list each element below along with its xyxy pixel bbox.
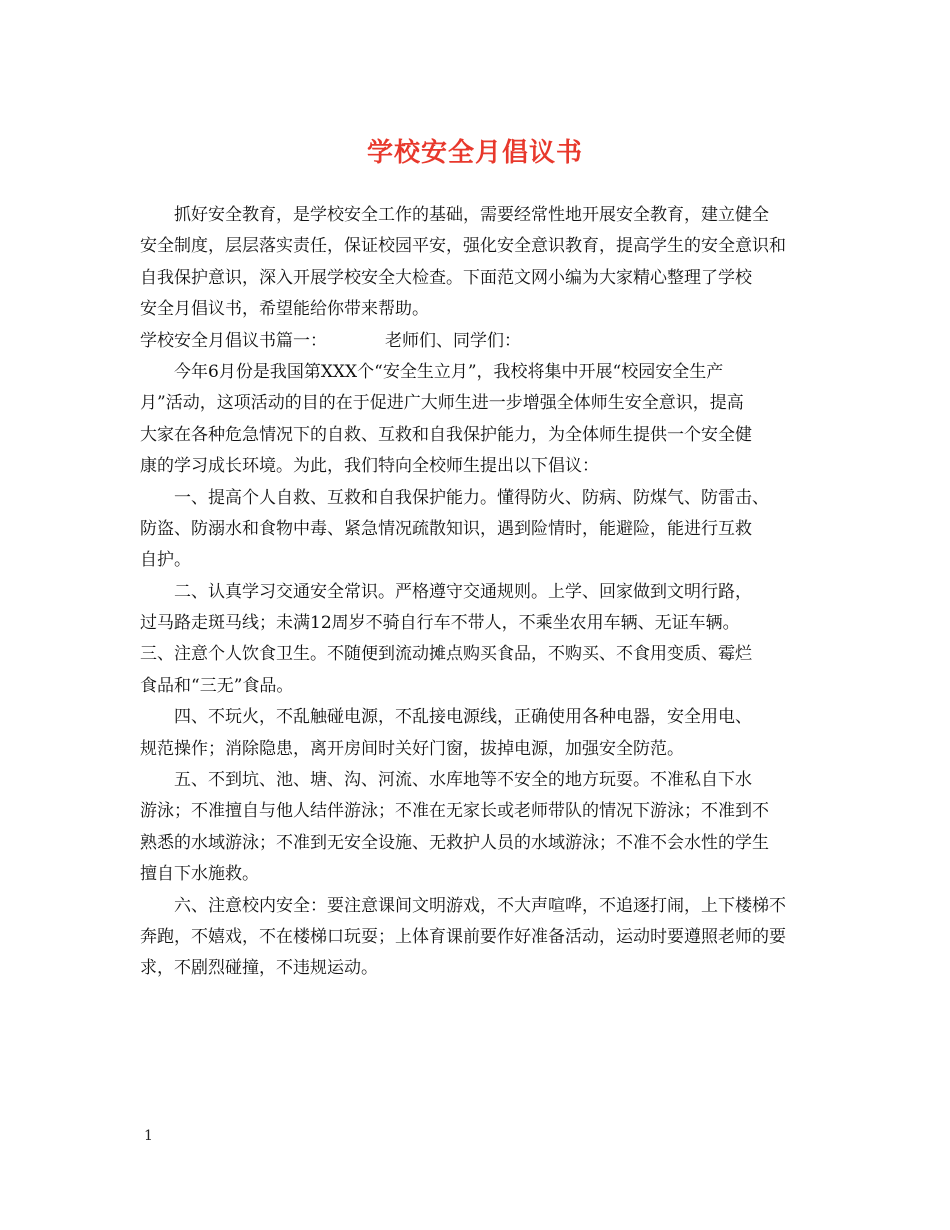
section-heading: 学校安全月倡议书篇一：	[140, 330, 327, 351]
document-title: 学校安全月倡议书	[366, 138, 583, 168]
paragraph-line: 安全制度，层层落实责任，保证校园平安，强化安全意识教育，提高学生的安全意识和	[140, 236, 786, 257]
salutation: 老师们、同学们：	[385, 330, 521, 351]
paragraph-line: 擅自下水施救。	[140, 864, 259, 885]
paragraph-line: 熟悉的水域游泳；不准到无安全设施、无救护人员的水域游泳；不准不会水性的学生	[140, 832, 769, 853]
paragraph-line: 奔跑，不嬉戏，不在楼梯口玩耍；上体育课前要作好准备活动，运动时要遵照老师的要	[140, 926, 786, 947]
paragraph-line: 康的学习成长环境。为此，我们特向全校师生提出以下倡议：	[140, 456, 599, 477]
paragraph-line: 四、不玩火，不乱触碰电源，不乱接电源线，正确使用各种电器，安全用电、	[174, 707, 752, 728]
paragraph-line: 食品和“三无”食品。	[140, 675, 294, 696]
paragraph-line: 安全月倡议书，希望能给你带来帮助。	[140, 299, 429, 320]
paragraph-line: 自护。	[140, 550, 191, 571]
document-body	[140, 200, 812, 985]
paragraph-line: 一、提高个人自救、互救和自我保护能力。懂得防火、防病、防煤气、防雷击、	[174, 487, 769, 508]
paragraph-line: 自我保护意识，深入开展学校安全大检查。下面范文网小编为大家精心整理了学校	[140, 267, 752, 288]
paragraph-line: 月”活动，这项活动的目的在于促进广大师生进一步增强全体师生安全意识，提高	[140, 393, 744, 414]
paragraph-line: 过马路走斑马线；未满12周岁不骑自行车不带人，不乘坐农用车辆、无证车辆。	[140, 613, 740, 634]
paragraph-line: 二、认真学习交通安全常识。严格遵守交通规则。上学、回家做到文明行路，	[174, 581, 752, 602]
paragraph-line: 防盗、防溺水和食物中毒、紧急情况疏散知识，遇到险情时，能避险，能进行互救	[140, 518, 752, 539]
paragraph-line: 六、注意校内安全：要注意课间文明游戏，不大声喧哗，不追逐打闹，上下楼梯不	[174, 895, 786, 916]
paragraph-line: 求，不剧烈碰撞，不违规运动。	[140, 958, 378, 979]
section-heading-line	[140, 326, 812, 357]
page-number: 1	[144, 1128, 153, 1144]
paragraph-line: 游泳；不准擅自与他人结伴游泳；不准在无家长或老师带队的情况下游泳；不准到不	[140, 801, 769, 822]
paragraph-line: 今年6月份是我国第XXX个“安全生立月”，我校将集中开展“校园安全生产	[174, 361, 724, 382]
paragraph-line: 三、注意个人饮食卫生。不随便到流动摊点购买食品，不购买、不食用变质、霉烂	[140, 644, 752, 665]
paragraph-line: 大家在各种危急情况下的自救、互救和自我保护能力，为全体师生提供一个安全健	[140, 424, 752, 445]
paragraph-line: 抓好安全教育，是学校安全工作的基础，需要经常性地开展安全教育，建立健全	[174, 205, 769, 225]
paragraph-line: 五、不到坑、池、塘、沟、河流、水库地等不安全的地方玩耍。不准私自下水	[174, 770, 752, 791]
paragraph-line: 规范操作；消除隐患，离开房间时关好门窗，拔掉电源，加强安全防范。	[140, 738, 684, 759]
